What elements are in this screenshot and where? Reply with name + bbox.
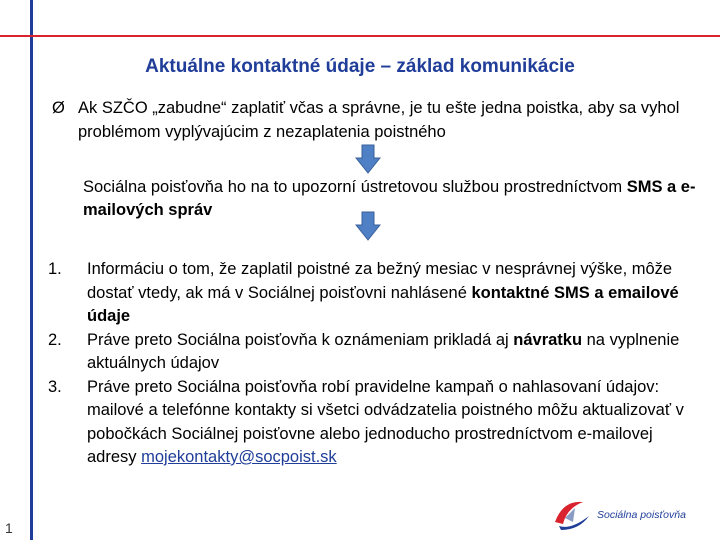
list-item: 1. Informáciu o tom, že zaplatil poistné za bežný mesiac v nesprávnej výške, môže dostať vtedy, ak má v Sociálnej poisťovni nahlásené kontaktné SMS a emailové údaje	[48, 260, 679, 325]
down-arrow-icon	[355, 211, 381, 241]
notification-text: Sociálna poisťovňa ho na to upozorní ústretovou službou prostredníctvom SMS a e-mailových správ	[83, 178, 696, 219]
logo-text: Sociálna poisťovňa	[597, 509, 686, 521]
list-item: 2. Práve preto Sociálna poisťovňa k oznámeniam prikladá aj návratku na vyplnenie aktuálnych údajov	[48, 330, 680, 372]
top-horizontal-rule	[0, 35, 720, 37]
intro-bullet	[52, 96, 702, 144]
intro-bullet-text: Ak SZČO „zabudne“ zaplatiť včas a správne, je tu ešte jedna poistka, aby sa vyhol problémom vyplývajúcim z nezaplatenia poistného	[78, 99, 680, 141]
numbered-list	[48, 258, 700, 470]
email-link[interactable]: mojekontakty@socpoist.sk	[141, 448, 337, 466]
socialna-poistovna-logo-icon	[549, 496, 593, 534]
arrow-bullet-icon: Ø	[52, 99, 65, 117]
slide-title: Aktuálne kontaktné údaje – základ komunikácie	[145, 56, 575, 77]
page-number: 1	[5, 520, 13, 536]
list-item: 3. Práve preto Sociálna poisťovňa robí pravidelne kampaň o nahlasovaní údajov: mailové a telefónne kontakty si všetci odvádzatelia poistného môžu aktualizovať v pobočkách Sociálnej poisťovne alebo jednoducho prostredníctvom e-mailovej adresy mojekontakty@socpoist.sk	[48, 377, 684, 466]
left-vertical-rule	[30, 0, 33, 540]
notification-bold: SMS a e-mailových správ	[83, 178, 696, 219]
down-arrow-icon	[355, 144, 381, 174]
